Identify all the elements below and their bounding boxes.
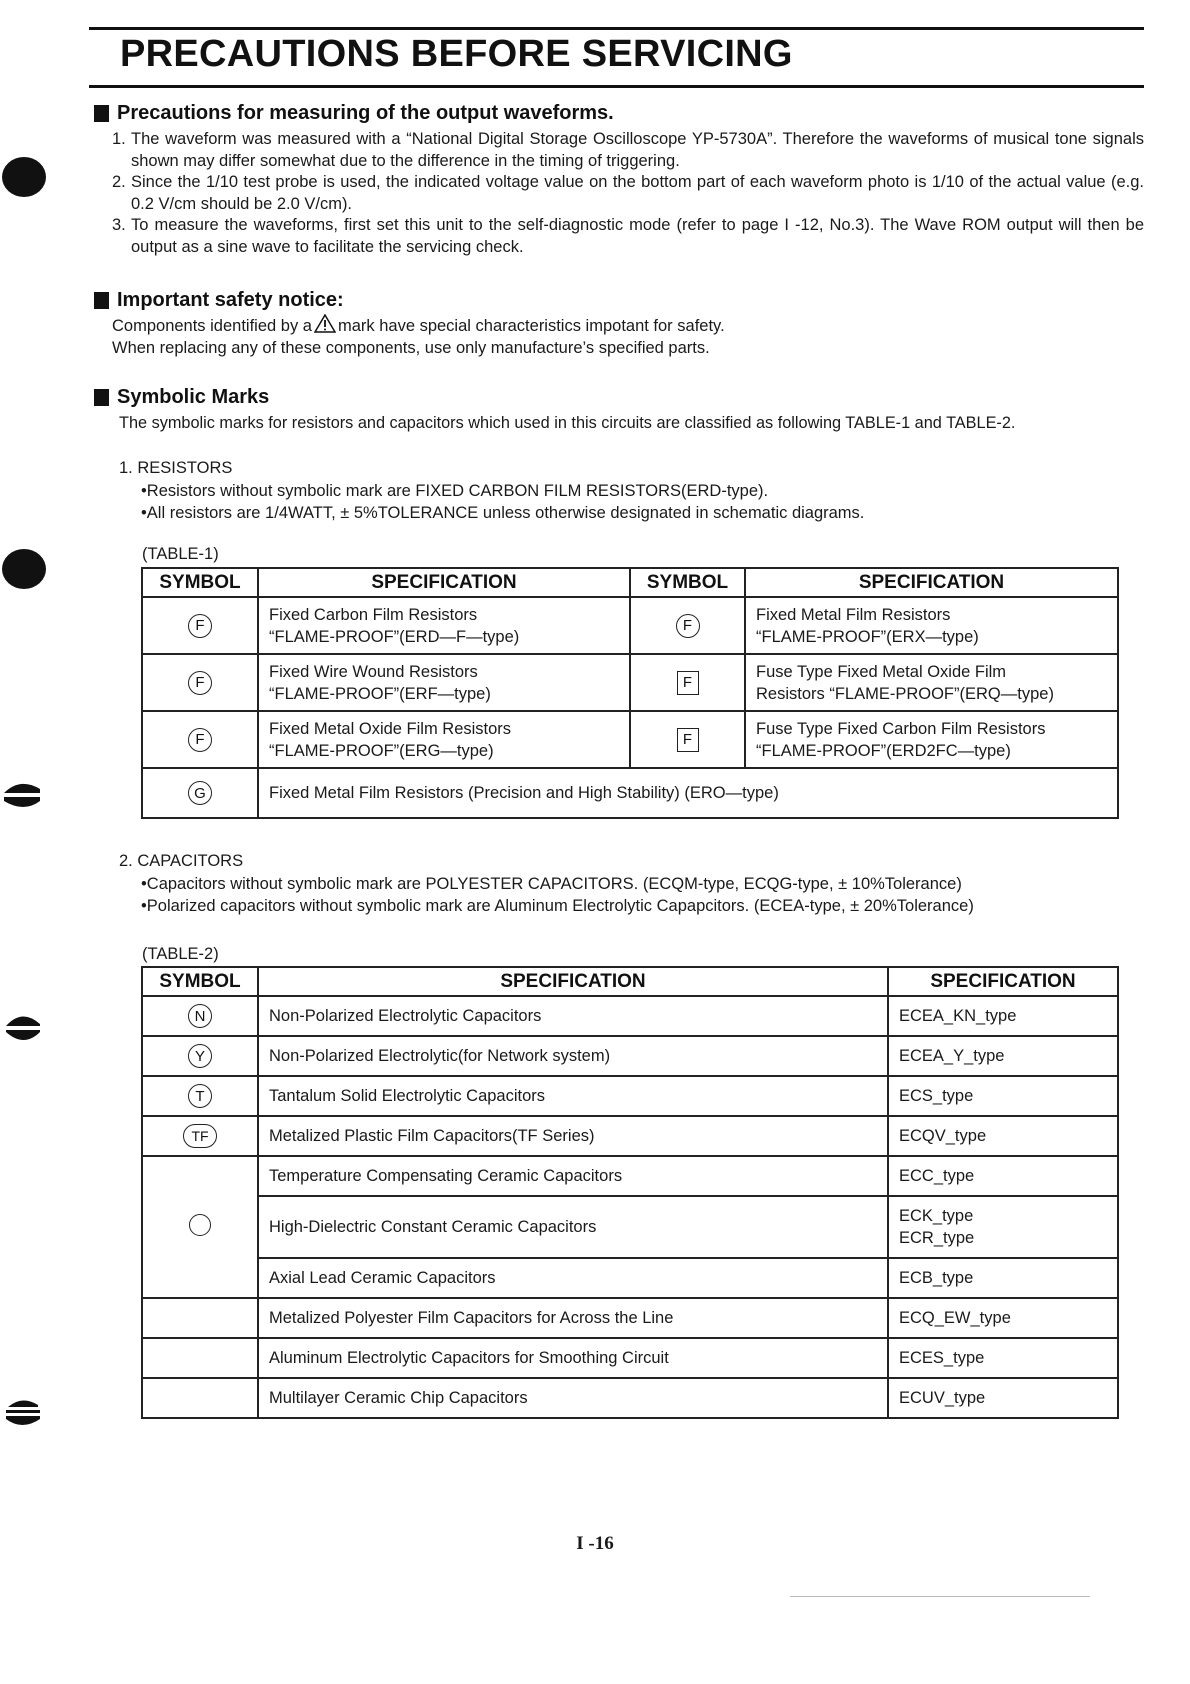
table-row: High-Dielectric Constant Ceramic Capacitors ECK_type ECR_type	[142, 1196, 1118, 1258]
resistors-note-1: •Resistors without symbolic mark are FIXED CARBON FILM RESISTORS(ERD-type).	[141, 482, 769, 500]
table-header: SYMBOL	[630, 568, 745, 597]
table-row: F Fixed Carbon Film Resistors “FLAME-PROOF”(ERD—F—type) F Fixed Metal Film Resistors “FLAME-PROOF”(ERX—type)	[142, 597, 1118, 654]
waveforms-heading	[94, 102, 614, 125]
capacitors-note-2: •Polarized capacitors without symbolic mark are Aluminum Electrolytic Capapcitors. (ECEA-type, ± 20%Tolerance)	[141, 897, 974, 915]
list-item: 1. The waveform was measured with a “National Digital Storage Oscilloscope YP-5730A”. Therefore the waveforms of musical tone signals shown may differ somewhat due to the difference in the timing of triggering.	[112, 130, 1144, 170]
table-row: Multilayer Ceramic Chip Capacitors ECUV_type	[142, 1378, 1118, 1418]
table-row: Aluminum Electrolytic Capacitors for Smoothing Circuit ECES_type	[142, 1338, 1118, 1378]
waveforms-heading-text: Precautions for measuring of the output waveforms.	[117, 102, 614, 124]
symbolic-heading-text: Symbolic Marks	[117, 386, 270, 408]
flame-proof-circle-symbol: F	[188, 728, 212, 752]
table-row: G Fixed Metal Film Resistors (Precision and High Stability) (ERO—type)	[142, 768, 1118, 818]
binder-hole	[0, 1008, 44, 1048]
safety-heading	[94, 289, 344, 312]
safety-line-1: Components identified by a mark have special characteristics impotant for safety.	[112, 314, 725, 337]
binder-hole	[0, 775, 44, 815]
resistors-note-2: •All resistors are 1/4WATT, ± 5%TOLERANCE unless otherwise designated in schematic diagrams.	[141, 504, 865, 522]
table-row: N Non-Polarized Electrolytic Capacitors ECEA_KN_type	[142, 996, 1118, 1036]
ceramic-circle-symbol	[189, 1214, 211, 1236]
table-row: Axial Lead Ceramic Capacitors ECB_type	[142, 1258, 1118, 1298]
table-header: SYMBOL	[142, 568, 258, 597]
symbolic-heading	[94, 386, 269, 409]
capacitors-title: 2. CAPACITORS	[119, 852, 244, 870]
resistor-table	[141, 567, 1119, 819]
table-header: SPECIFICATION	[888, 967, 1118, 996]
safety-heading-text: Important safety notice:	[117, 289, 344, 311]
list-item: 3. To measure the waveforms, first set this unit to the self-diagnostic mode (refer to page I -12, No.3). The Wave ROM output will then be output as a sine wave to facilitate the servicing check.	[112, 216, 1144, 256]
capacitors-note-1: •Capacitors without symbolic mark are POLYESTER CAPACITORS. (ECQM-type, ECQG-type, ± 10%Tolerance)	[141, 875, 962, 893]
table-header: SPECIFICATION	[745, 568, 1118, 597]
bullet-square-icon	[94, 389, 109, 406]
safety-line-2: When replacing any of these components, use only manufacture’s specified parts.	[112, 339, 710, 357]
non-polarized-symbol: N	[188, 1004, 212, 1028]
binder-hole	[2, 157, 46, 197]
page-number: I -16	[576, 1533, 614, 1554]
flame-proof-circle-symbol: F	[676, 614, 700, 638]
table-row: Metalized Polyester Film Capacitors for Across the Line ECQ_EW_type	[142, 1298, 1118, 1338]
symbolic-intro: The symbolic marks for resistors and capacitors which used in this circuits are classified as following TABLE-1 and TABLE-2.	[119, 414, 1016, 432]
scan-line	[790, 1596, 1090, 1597]
title-rule-top	[89, 27, 1144, 30]
fuse-box-symbol: F	[677, 671, 699, 695]
table-header: SPECIFICATION	[258, 967, 888, 996]
table-row: Y Non-Polarized Electrolytic(for Network system) ECEA_Y_type	[142, 1036, 1118, 1076]
table1-caption: (TABLE-1)	[142, 545, 219, 563]
binder-hole	[2, 549, 46, 589]
page-title: PRECAUTIONS BEFORE SERVICING	[120, 33, 793, 75]
table-row: T Tantalum Solid Electrolytic Capacitors ECS_type	[142, 1076, 1118, 1116]
bullet-square-icon	[94, 292, 109, 309]
table-row: F Fixed Metal Oxide Film Resistors “FLAME-PROOF”(ERG—type) F Fuse Type Fixed Carbon Film Resistors “FLAME-PROOF”(ERD2FC—type)	[142, 711, 1118, 768]
table-header: SPECIFICATION	[258, 568, 630, 597]
network-symbol: Y	[188, 1044, 212, 1068]
capacitor-table	[141, 966, 1119, 1419]
precision-circle-symbol: G	[188, 781, 212, 805]
title-rule-bottom	[89, 85, 1144, 88]
bullet-square-icon	[94, 105, 109, 122]
list-item: 2. Since the 1/10 test probe is used, the indicated voltage value on the bottom part of each waveform photo is 1/10 of the actual value (e.g. 0.2 V/cm should be 2.0 V/cm).	[112, 173, 1144, 213]
table-row: F Fixed Wire Wound Resistors “FLAME-PROOF”(ERF—type) F Fuse Type Fixed Metal Oxide Film Resistors “FLAME-PROOF”(ERQ—type)	[142, 654, 1118, 711]
tf-series-symbol: TF	[183, 1124, 217, 1148]
binder-hole	[0, 1393, 44, 1433]
fuse-box-symbol: F	[677, 728, 699, 752]
table-row: TF Metalized Plastic Film Capacitors(TF Series) ECQV_type	[142, 1116, 1118, 1156]
table-row: Temperature Compensating Ceramic Capacitors ECC_type	[142, 1156, 1118, 1196]
flame-proof-circle-symbol: F	[188, 671, 212, 695]
warning-triangle-icon	[314, 314, 336, 333]
resistors-title: 1. RESISTORS	[119, 459, 233, 477]
waveforms-list	[112, 129, 1144, 258]
table-header: SYMBOL	[142, 967, 258, 996]
flame-proof-circle-symbol: F	[188, 614, 212, 638]
tantalum-symbol: T	[188, 1084, 212, 1108]
table2-caption: (TABLE-2)	[142, 945, 219, 963]
